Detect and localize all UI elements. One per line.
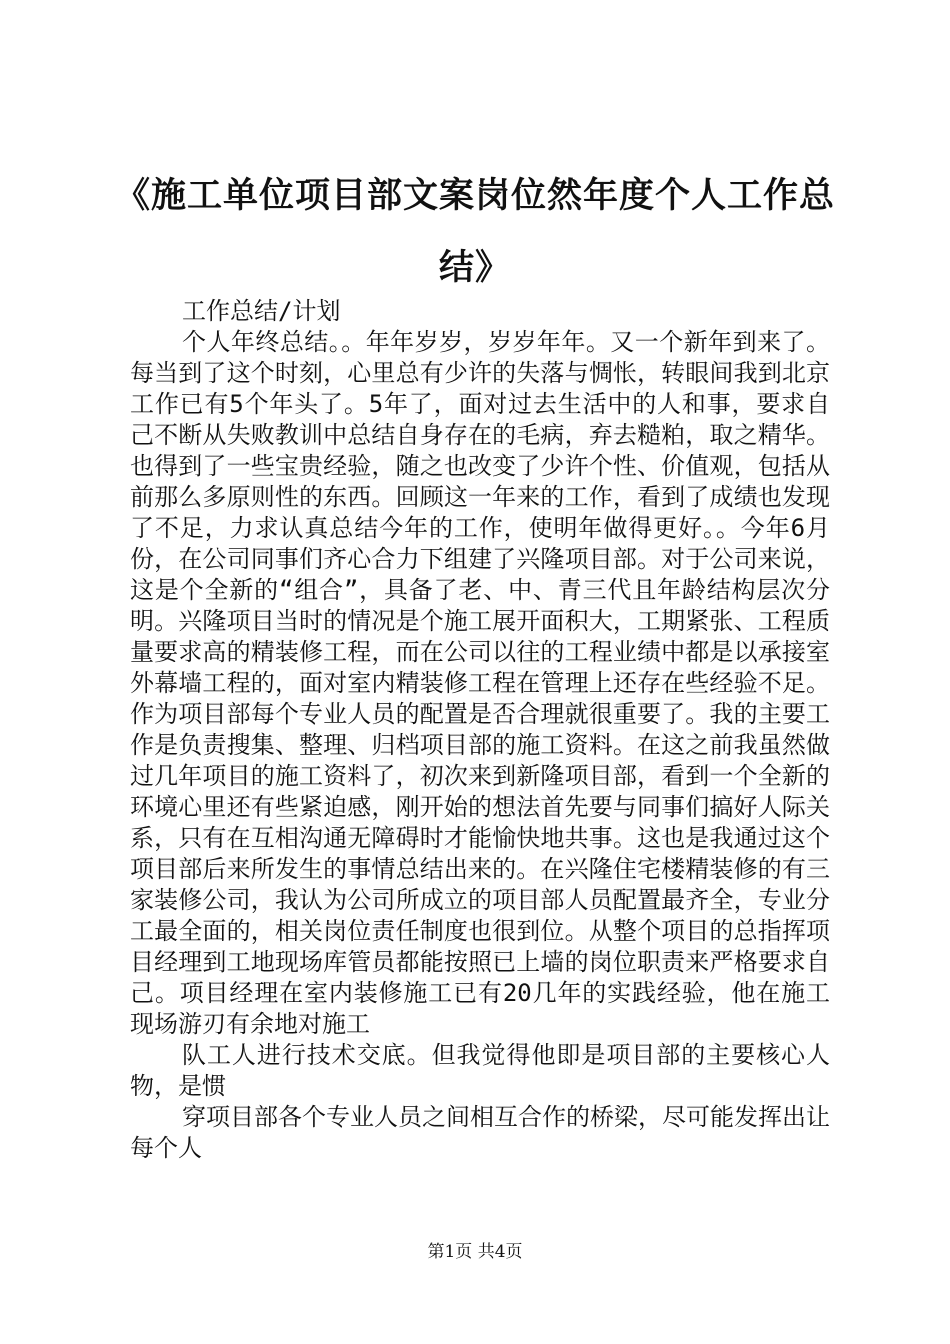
page-footer: 第1页 共4页 xyxy=(427,1242,523,1262)
document-title: 《施工单位项目部文案岗位然年度个人工作总结》 xyxy=(114,175,835,288)
paragraph-continued-2: 穿项目部各个专业人员之间相互合作的桥梁，尽可能发挥出让每个人 xyxy=(130,1103,830,1162)
paragraph-continued-1: 队工人进行技术交底。但我觉得他即是项目部的主要核心人物，是惯 xyxy=(130,1041,830,1100)
paragraph-main: 个人年终总结。。年年岁岁，岁岁年年。又一个新年到来了。每当到了这个时刻，心里总有少许的失落与惆怅，转眼间我到北京工作已有5个年头了。5年了，面对过去生活中的人和事，要求自己不断从失败教训中总结自身存在的毛病，弃去糙粕，取之精华。也得到了一些宝贵经验，随之也改变了少许个性、价值观，包括从前那么多原则性的东西。回顾这一年来的工作，看到了成绩也发现了不足，力求认真总结今年的工作，使明年做得更好。。今年6月份，在公司同事们齐心合力下组建了兴隆项目部。对于公司来说，这是个全新的“组合”，具备了老、中、青三代且年龄结构层次分明。兴隆项目当时的情况是个施工展开面积大，工期紧张、工程质量要求高的精装修工程，而在公司以往的工程业绩中都是以承接室外幕墙工程的，面对室内精装修工程在管理上还存在些经验不足。作为项目部每个专业人员的配置是否合理就很重要了。我的主要工作是负责搜集、整理、归档项目部的施工资料。在这之前我虽然做过几年项目的施工资料了，初次来到新隆项目部，看到一个全新的环境心里还有些紧迫感，刚开始的想法首先要与同事们搞好人际关系，只有在互相沟通无障碍时才能愉快地共事。这也是我通过这个项目部后来所发生的事情总结出来的。在兴隆住宅楼精装修的有三家装修公司，我认为公司所成立的项目部人员配置最齐全，专业分工最全面的，相关岗位责任制度也很到位。从整个项目的总指挥项目经理到工地现场库管员都能按照已上墙的岗位职责来严格要求自己。项目经理在室内装修施工已有20几年的实践经验，他在施工现场游刃有余地对施工 xyxy=(130,328,830,1038)
paragraph-category: 工作总结/计划 xyxy=(182,297,341,325)
document-body xyxy=(130,296,830,1164)
